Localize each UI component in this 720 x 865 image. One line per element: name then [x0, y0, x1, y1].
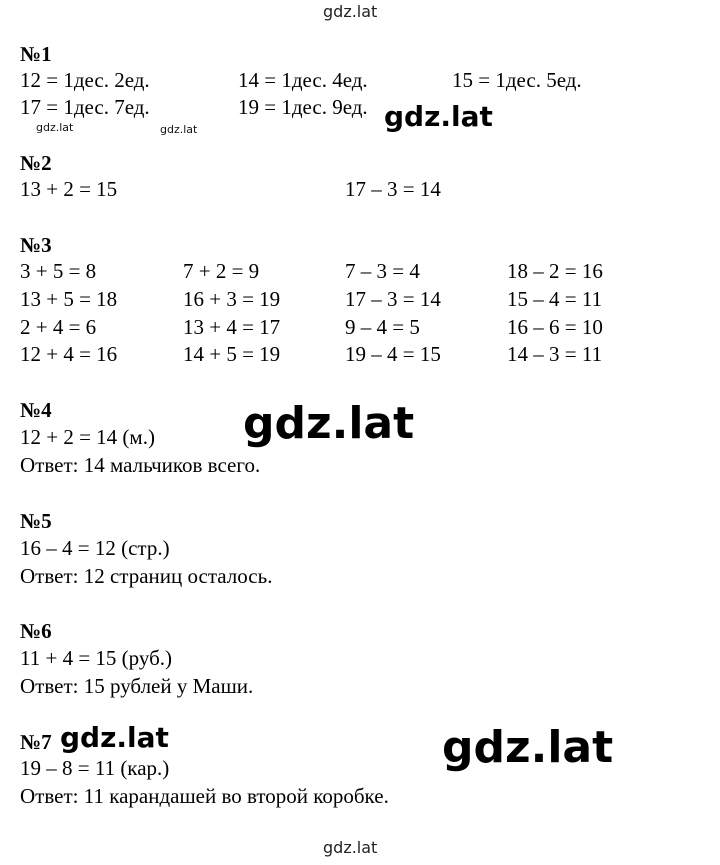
task-3-heading: №3 [20, 233, 52, 257]
task-4-answer: Ответ: 14 мальчиков всего. [20, 453, 261, 477]
task-1-line: 15 = 1дес. 5ед. [452, 68, 582, 92]
task-5-line: 16 – 4 = 12 (стр.) [20, 536, 170, 560]
task-3-cell: 14 + 5 = 19 [183, 342, 281, 366]
watermark-medium: gdz.lat [384, 100, 493, 133]
task-3-cell: 9 – 4 = 5 [345, 315, 420, 339]
task-7-answer: Ответ: 11 карандашей во второй коробке. [20, 784, 389, 808]
task-3-cell: 15 – 4 = 11 [507, 287, 603, 311]
task-3-cell: 19 – 4 = 15 [345, 342, 441, 366]
task-3-cell: 16 – 6 = 10 [507, 315, 603, 339]
task-5-answer: Ответ: 12 страниц осталось. [20, 564, 273, 588]
task-5-heading: №5 [20, 509, 52, 533]
task-3-cell: 18 – 2 = 16 [507, 259, 603, 283]
task-6-heading: №6 [20, 619, 52, 643]
task-3-cell: 7 – 3 = 4 [345, 259, 420, 283]
watermark-bottom: gdz.lat [323, 838, 378, 857]
task-7-heading: №7 [20, 730, 52, 754]
task-3-cell: 17 – 3 = 14 [345, 287, 441, 311]
task-3-cell: 16 + 3 = 19 [183, 287, 281, 311]
task-3-cell: 2 + 4 = 6 [20, 315, 97, 339]
task-1-line: 19 = 1дес. 9ед. [238, 95, 368, 119]
task-6-answer: Ответ: 15 рублей у Маши. [20, 674, 254, 698]
watermark-medium: gdz.lat [60, 721, 169, 754]
task-4-line: 12 + 2 = 14 (м.) [20, 425, 155, 449]
task-3-cell: 3 + 5 = 8 [20, 259, 97, 283]
task-1-line: 14 = 1дес. 4ед. [238, 68, 368, 92]
watermark-top: gdz.lat [323, 2, 378, 21]
task-3-cell: 13 + 4 = 17 [183, 315, 281, 339]
task-3-cell: 12 + 4 = 16 [20, 342, 118, 366]
task-4-heading: №4 [20, 398, 52, 422]
watermark-large: gdz.lat [442, 722, 614, 773]
task-2-heading: №2 [20, 151, 52, 175]
task-1-line: 17 = 1дес. 7ед. [20, 95, 150, 119]
task-1-line: 12 = 1дес. 2ед. [20, 68, 150, 92]
task-2-line: 17 – 3 = 14 [345, 177, 441, 201]
task-6-line: 11 + 4 = 15 (руб.) [20, 646, 173, 670]
watermark-large: gdz.lat [243, 398, 415, 449]
task-7-line: 19 – 8 = 11 (кар.) [20, 756, 170, 780]
task-3-cell: 14 – 3 = 11 [507, 342, 603, 366]
task-2-line: 13 + 2 = 15 [20, 177, 118, 201]
watermark-tiny: gdz.lat [36, 121, 74, 134]
task-1-heading: №1 [20, 42, 52, 66]
task-3-cell: 13 + 5 = 18 [20, 287, 118, 311]
task-3-cell: 7 + 2 = 9 [183, 259, 260, 283]
watermark-tiny: gdz.lat [160, 123, 198, 136]
